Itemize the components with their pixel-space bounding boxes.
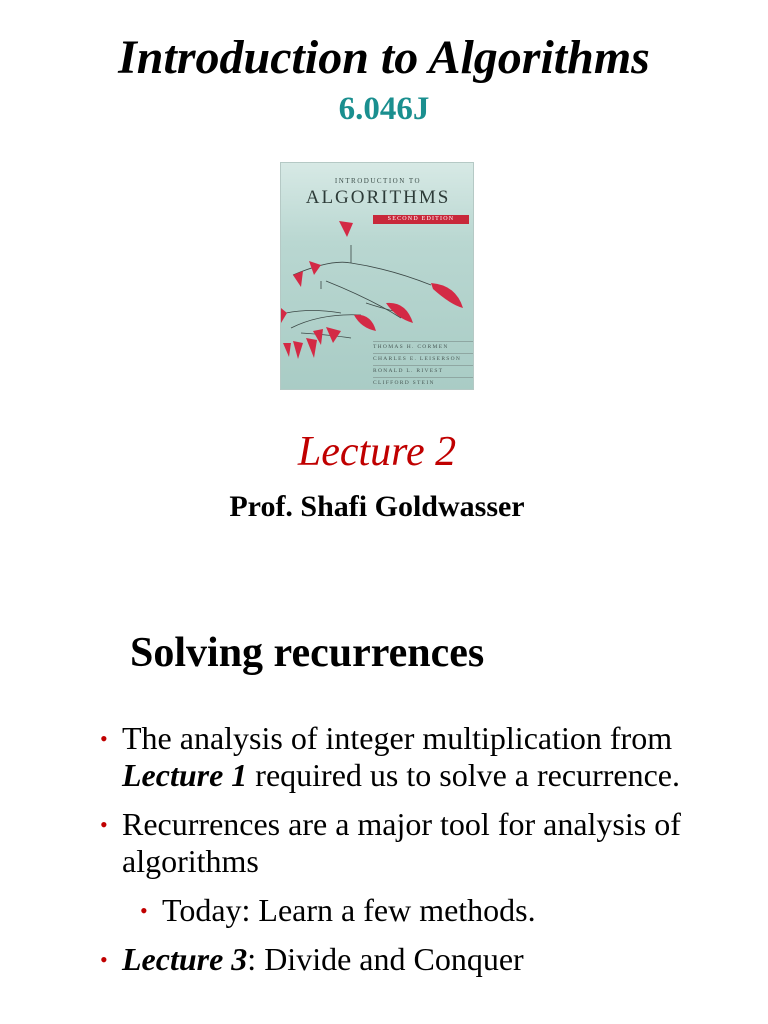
bullet-text: : Divide and Conquer — [247, 941, 524, 977]
bullet-marker: • — [140, 898, 148, 923]
bullet-item — [100, 720, 740, 794]
cover-author: THOMAS H. CORMEN — [373, 341, 473, 353]
cover-top-line: INTRODUCTION TO — [334, 177, 422, 185]
sub-bullet-item — [140, 892, 740, 929]
bullet-emphasis: Lecture 3 — [122, 941, 248, 977]
bullet-marker: • — [100, 812, 108, 837]
section-title: Solving recurrences — [130, 630, 485, 676]
bullet-emphasis: Lecture 1 — [122, 757, 248, 793]
cover-author: CLIFFORD STEIN — [373, 377, 473, 389]
bullet-item — [100, 941, 740, 978]
bullet-text: Today: Learn a few methods. — [162, 892, 536, 928]
professor-name: Prof. Shafi Goldwasser — [229, 490, 525, 523]
lecture-title: Lecture 2 — [297, 429, 457, 475]
cover-authors — [373, 341, 473, 389]
bullet-text: required us to solve a recurrence. — [247, 757, 680, 793]
cover-author: RONALD L. RIVEST — [373, 365, 473, 377]
bullet-marker: • — [100, 726, 108, 751]
bullet-item — [100, 806, 740, 880]
cover-author: CHARLES E. LEISERSON — [373, 353, 473, 365]
slide-title: Introduction to Algorithms — [118, 31, 650, 84]
bullet-text: The analysis of integer multiplication from — [122, 720, 673, 756]
cover-edition-band: SECOND EDITION — [373, 215, 469, 224]
course-number: 6.046J — [338, 91, 430, 127]
bullet-list — [100, 720, 740, 990]
book-cover-image — [280, 162, 474, 390]
cover-title: ALGORITHMS — [305, 187, 451, 208]
bullet-marker: • — [100, 947, 108, 972]
bullet-text: Recurrences are a major tool for analysis of algorithms — [122, 806, 681, 879]
